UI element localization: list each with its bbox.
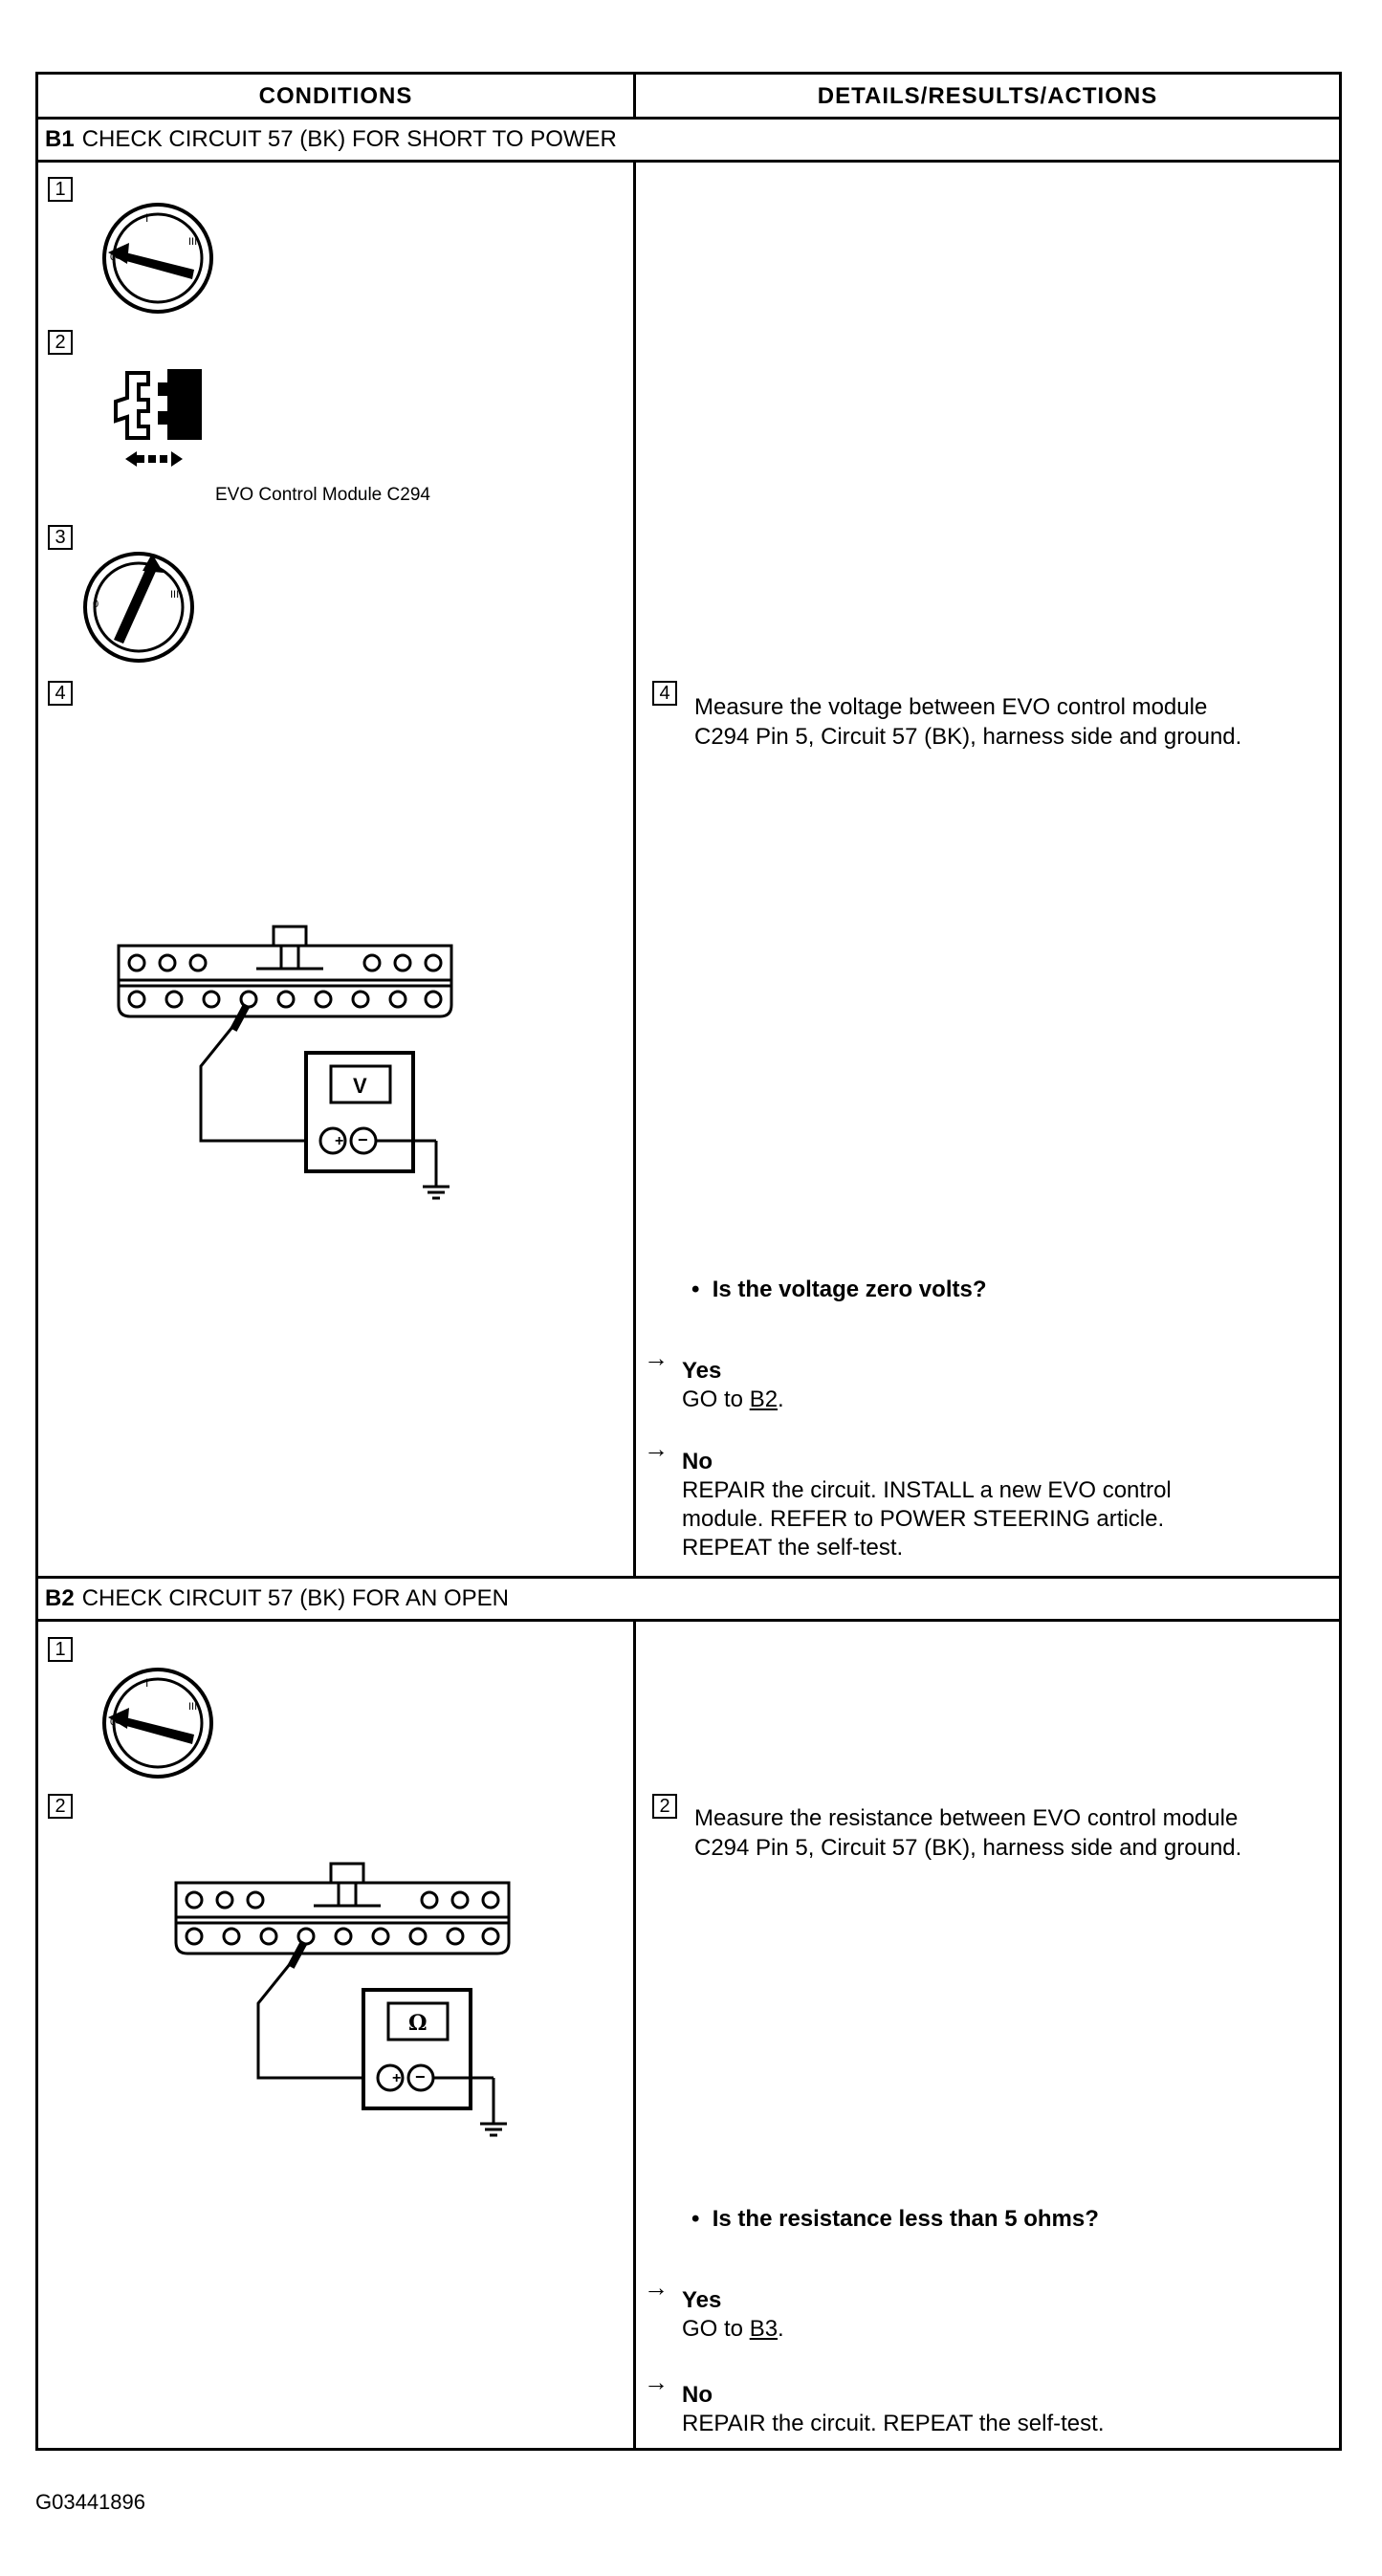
b1-yes-label: Yes	[682, 1358, 722, 1384]
b1-yes-action	[682, 1385, 784, 1414]
ohmmeter	[363, 1990, 507, 2135]
b1-voltmeter-diagram	[113, 923, 457, 1200]
b2-meter-lead	[258, 1942, 369, 2078]
b2-minus-terminal-icon: −	[415, 2067, 426, 2086]
b1-step-4-line-1: Measure the voltage between EVO control module	[694, 694, 1208, 720]
b2-connector-c294-drawing	[176, 1864, 509, 1954]
b2-ignition-off-icon	[100, 1666, 215, 1780]
b1-step-2-box: 2	[48, 330, 73, 355]
meter-symbol: V	[353, 1074, 367, 1098]
b2-ohmmeter-diagram	[170, 1860, 515, 2137]
bullet-icon: •	[691, 1277, 700, 1302]
b1-title: CHECK CIRCUIT 57 (BK) FOR SHORT TO POWER	[81, 126, 617, 152]
conditions-header: CONDITIONS	[258, 83, 413, 109]
b1-yes-arrow-icon: →	[644, 1343, 669, 1372]
b2-question-text: Is the resistance less than 5 ohms?	[712, 2206, 1099, 2232]
svg-text:I: I	[145, 1676, 149, 1690]
voltmeter	[306, 1053, 450, 1198]
b2-code: B2	[45, 1585, 75, 1611]
b2-no-label: No	[682, 2382, 713, 2408]
svg-text:0: 0	[93, 599, 99, 610]
column-divider-b1	[633, 160, 636, 1578]
ignition-off-icon	[100, 201, 215, 316]
svg-text:III: III	[188, 236, 198, 248]
b2-section-title	[45, 1578, 509, 1620]
b2-bullet-icon: •	[691, 2206, 700, 2232]
svg-text:III: III	[188, 1701, 198, 1713]
b1-step-1-box: 1	[48, 177, 73, 202]
svg-text:III: III	[170, 589, 180, 600]
connector-c294-drawing	[119, 927, 451, 1016]
b2-meter-symbol: Ω	[408, 2011, 428, 2036]
minus-terminal-icon: −	[358, 1130, 368, 1149]
b1-yes-prefix: GO to	[682, 1386, 750, 1412]
figure-id: G03441896	[35, 2490, 145, 2514]
b2-yes-label: Yes	[682, 2287, 722, 2313]
details-header: DETAILS/RESULTS/ACTIONS	[817, 83, 1158, 109]
b1-no-arrow-icon: →	[644, 1434, 669, 1463]
b2-plus-terminal-icon: +	[392, 2070, 402, 2086]
b2-yes-suffix: .	[778, 2316, 784, 2342]
b1-question-text: Is the voltage zero volts?	[712, 1277, 987, 1302]
link-to-b2[interactable]: B2	[749, 1386, 779, 1412]
b1-question	[691, 1275, 986, 1304]
svg-text:I: I	[145, 211, 149, 225]
meter-lead	[201, 1005, 312, 1141]
svg-text:0: 0	[110, 1716, 117, 1728]
link-to-b3[interactable]: B3	[749, 2316, 779, 2342]
b1-detail-step-4-box: 4	[652, 681, 677, 706]
connector-caption: EVO Control Module C294	[215, 485, 430, 505]
b1-no-label: No	[682, 1449, 713, 1474]
b1-yes-suffix: .	[778, 1386, 784, 1412]
b2-step-2-box: 2	[48, 1794, 73, 1819]
b2-no-line-1: REPAIR the circuit. REPEAT the self-test.	[682, 2411, 1105, 2436]
b1-no-line-3: REPEAT the self-test.	[682, 1535, 904, 1561]
svg-text:0: 0	[110, 251, 117, 263]
b2-step-2-line-1: Measure the resistance between EVO control module	[694, 1805, 1239, 1831]
b1-no-line-2: module. REFER to POWER STEERING article.	[682, 1506, 1165, 1532]
b2-no-arrow-icon: →	[644, 2368, 669, 2396]
plus-terminal-icon: +	[335, 1133, 344, 1149]
b2-yes-arrow-icon: →	[644, 2273, 669, 2302]
b1-section-title	[45, 119, 617, 161]
b1-code: B1	[45, 126, 75, 152]
disconnect-connector-icon	[99, 363, 213, 469]
b1-step-3-box: 3	[48, 525, 73, 550]
ignition-on-icon	[81, 550, 196, 665]
b2-step-1-box: 1	[48, 1637, 73, 1662]
b2-detail-step-2-box: 2	[652, 1794, 677, 1819]
b1-step-4-box: 4	[48, 681, 73, 706]
b2-step-2-line-2: C294 Pin 5, Circuit 57 (BK), harness side and ground.	[694, 1835, 1242, 1861]
b2-yes-prefix: GO to	[682, 2316, 750, 2342]
b2-yes-action	[682, 2314, 784, 2344]
column-divider-b2	[633, 1619, 636, 2451]
b2-question	[691, 2204, 1099, 2234]
b2-title: CHECK CIRCUIT 57 (BK) FOR AN OPEN	[81, 1585, 509, 1611]
b1-no-line-1: REPAIR the circuit. INSTALL a new EVO control	[682, 1477, 1172, 1503]
b1-step-4-line-2: C294 Pin 5, Circuit 57 (BK), harness side and ground.	[694, 724, 1242, 750]
